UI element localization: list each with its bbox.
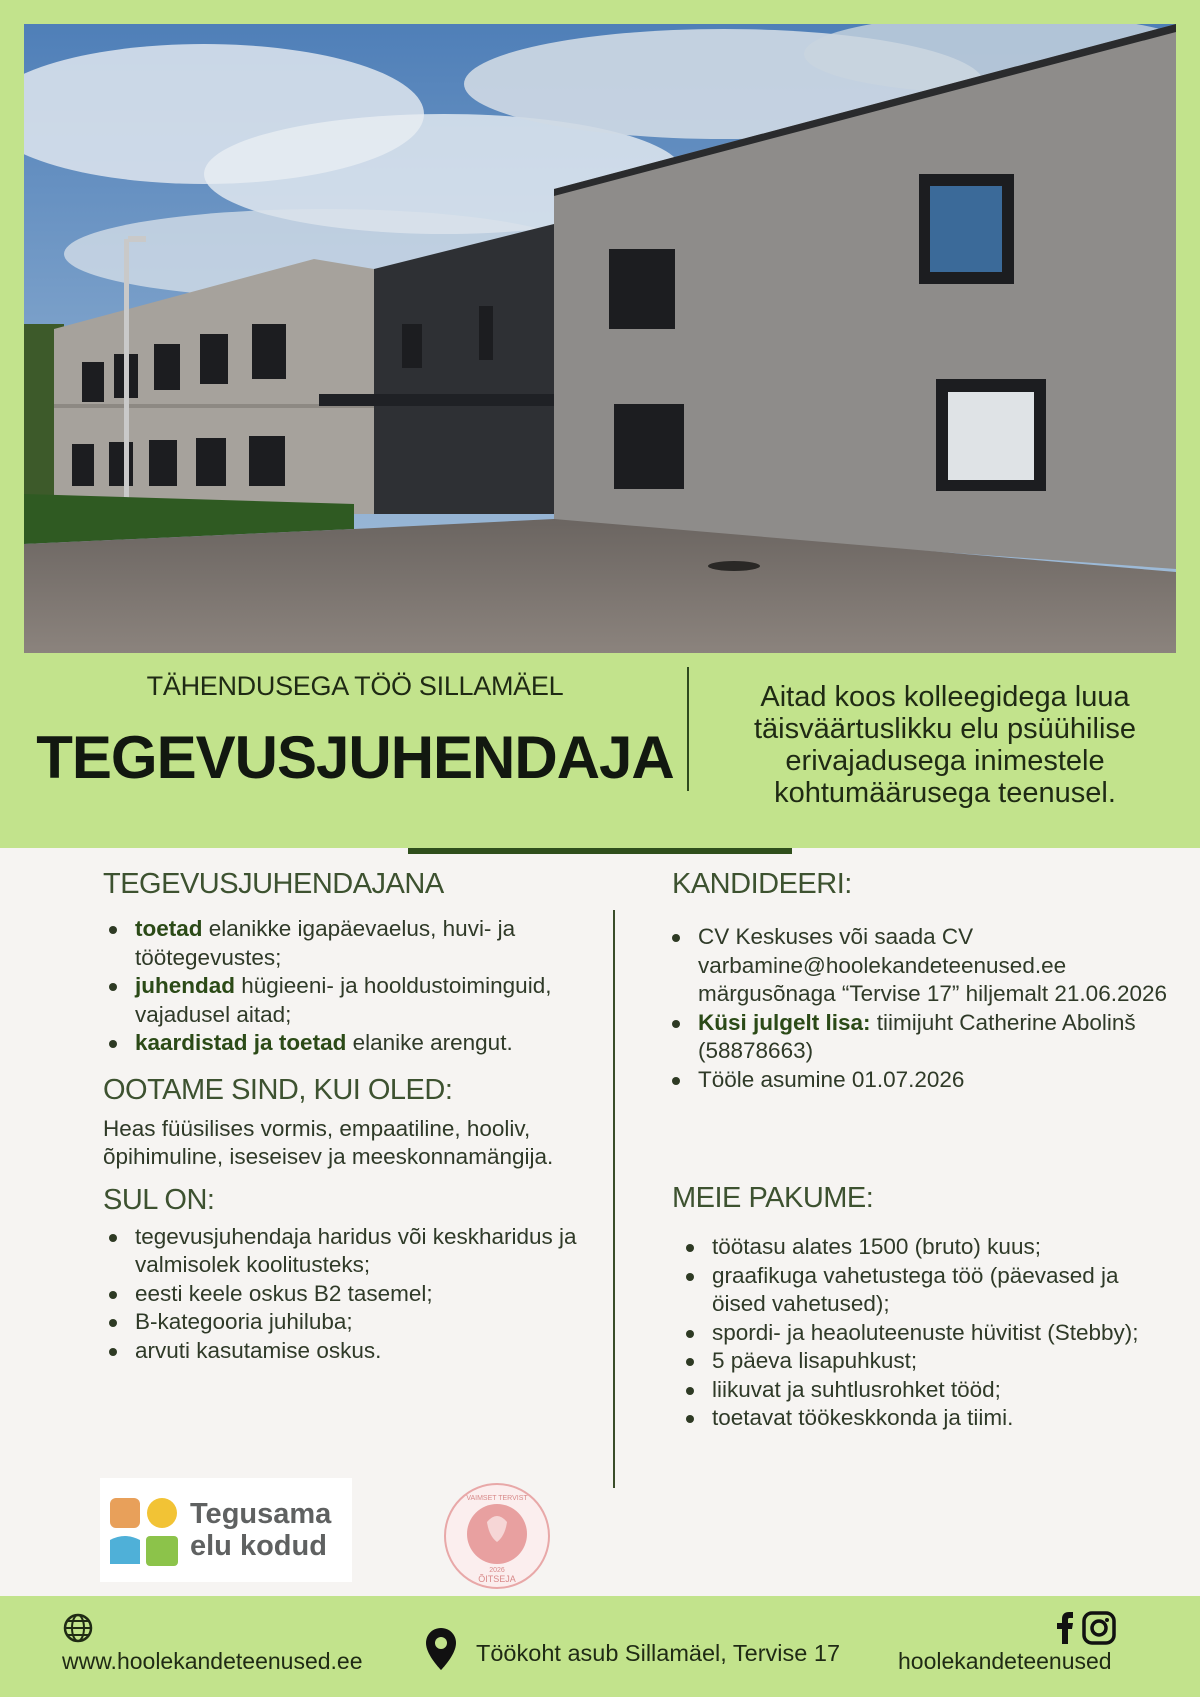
list-item: 5 päeva lisapuhkust; bbox=[680, 1347, 1172, 1376]
instagram-icon[interactable] bbox=[1084, 1613, 1114, 1643]
brand-mark-icon bbox=[108, 1496, 180, 1568]
expect-text: Heas füüsilises vormis, empaatiline, hooliv, õpihimuline, iseseisev ja meeskonnamängija. bbox=[103, 1115, 554, 1169]
accent-bar bbox=[408, 848, 792, 854]
list-item bbox=[103, 972, 603, 1029]
list-item: arvuti kasutamise oskus. bbox=[103, 1337, 603, 1366]
footer bbox=[0, 1596, 1200, 1697]
social-handle[interactable]: hoolekandeteenused bbox=[898, 1648, 1112, 1674]
list-item: eesti keele oskus B2 tasemel; bbox=[103, 1280, 603, 1309]
globe-icon bbox=[62, 1612, 94, 1644]
lead-text: Aitad koos kolleegidega luua täisväärtuslikku elu psüühilise erivajadusega inimestele kohtumäärusega teenusel. bbox=[753, 681, 1137, 809]
hero-divider bbox=[687, 667, 689, 791]
list-item: liikuvat ja suhtlusrohket tööd; bbox=[680, 1376, 1172, 1405]
brand-name bbox=[190, 1498, 331, 1562]
list-item: B-kategooria juhiluba; bbox=[103, 1308, 603, 1337]
social-icons bbox=[1050, 1610, 1116, 1646]
apply-heading: KANDIDEERI: bbox=[672, 868, 852, 900]
kicker-text: TÄHENDUSEGA TÖÖ SILLAMÄEL bbox=[146, 671, 564, 701]
list-item-bold: kaardistad ja toetad bbox=[135, 1030, 347, 1055]
list-item: CV Keskuses või saada CV varbamine@hoolekandeteenused.ee märgusõnaga “Tervise 17” hiljemalt 21.06.2026 bbox=[666, 923, 1172, 1009]
address-text: Töökoht asub Sillamäel, Tervise 17 bbox=[476, 1640, 841, 1666]
list-item-bold: toetad bbox=[135, 916, 203, 941]
hero-band bbox=[0, 653, 1200, 848]
list-item-text: hügieeni- ja hooldustoiminguid, vajadusel aitad; bbox=[135, 973, 552, 1027]
list-item bbox=[103, 915, 603, 972]
badge-bottom-text: ÕITSEJA bbox=[478, 1574, 516, 1584]
apply-list bbox=[666, 923, 1172, 1094]
job-title: TEGEVUSJUHENDAJA bbox=[36, 724, 674, 791]
offer-heading: MEIE PAKUME: bbox=[672, 1182, 874, 1214]
list-item-text: elanike arengut. bbox=[346, 1030, 513, 1055]
list-item-text: elanikke igapäevaelus, huvi- ja töötegevustes; bbox=[135, 916, 516, 970]
list-item-text: tiimijuht Catherine Abolinš (58878663) bbox=[698, 1009, 1136, 1063]
column-divider bbox=[613, 910, 615, 1488]
content-panel bbox=[0, 848, 1200, 1596]
list-item: graafikuga vahetustega töö (päevased ja öised vahetused); bbox=[680, 1262, 1172, 1319]
duties-heading: TEGEVUSJUHENDAJANA bbox=[103, 868, 444, 900]
left-column bbox=[103, 868, 603, 1365]
list-item: spordi- ja heaoluteenuste hüvitist (Stebby); bbox=[680, 1319, 1172, 1348]
expect-heading: OOTAME SIND, KUI OLED: bbox=[103, 1073, 453, 1106]
duties-list bbox=[103, 915, 603, 1058]
list-item-bold: juhendad bbox=[135, 973, 235, 998]
list-item bbox=[666, 1009, 1172, 1066]
building-photo bbox=[24, 24, 1176, 653]
website-link[interactable]: www.hoolekandeteenused.ee bbox=[62, 1648, 363, 1674]
badge-year-text: 2026 bbox=[489, 1567, 505, 1574]
right-column bbox=[672, 868, 1172, 1433]
offer-list bbox=[680, 1233, 1172, 1433]
list-item bbox=[103, 1029, 603, 1058]
list-item: tegevusjuhendaja haridus või keskharidus ja valmisolek koolitusteks; bbox=[103, 1223, 603, 1280]
list-item: Tööle asumine 01.07.2026 bbox=[666, 1066, 1172, 1095]
badge-top-text: VAIMSET TERVIST bbox=[466, 1495, 528, 1502]
brand-line-2: elu kodud bbox=[190, 1530, 327, 1562]
vaimset-tervist-badge bbox=[443, 1482, 551, 1590]
have-list bbox=[103, 1223, 603, 1366]
have-heading: SUL ON: bbox=[103, 1183, 215, 1216]
facebook-icon[interactable] bbox=[1057, 1612, 1073, 1644]
location-pin-icon bbox=[424, 1626, 458, 1672]
list-item: toetavat töökeskkonda ja tiimi. bbox=[680, 1404, 1172, 1433]
brand-line-1: Tegusama bbox=[190, 1498, 332, 1530]
brand-logo bbox=[100, 1478, 352, 1582]
list-item: töötasu alates 1500 (bruto) kuus; bbox=[680, 1233, 1172, 1262]
list-item-bold: Küsi julgelt lisa: bbox=[698, 1009, 871, 1035]
